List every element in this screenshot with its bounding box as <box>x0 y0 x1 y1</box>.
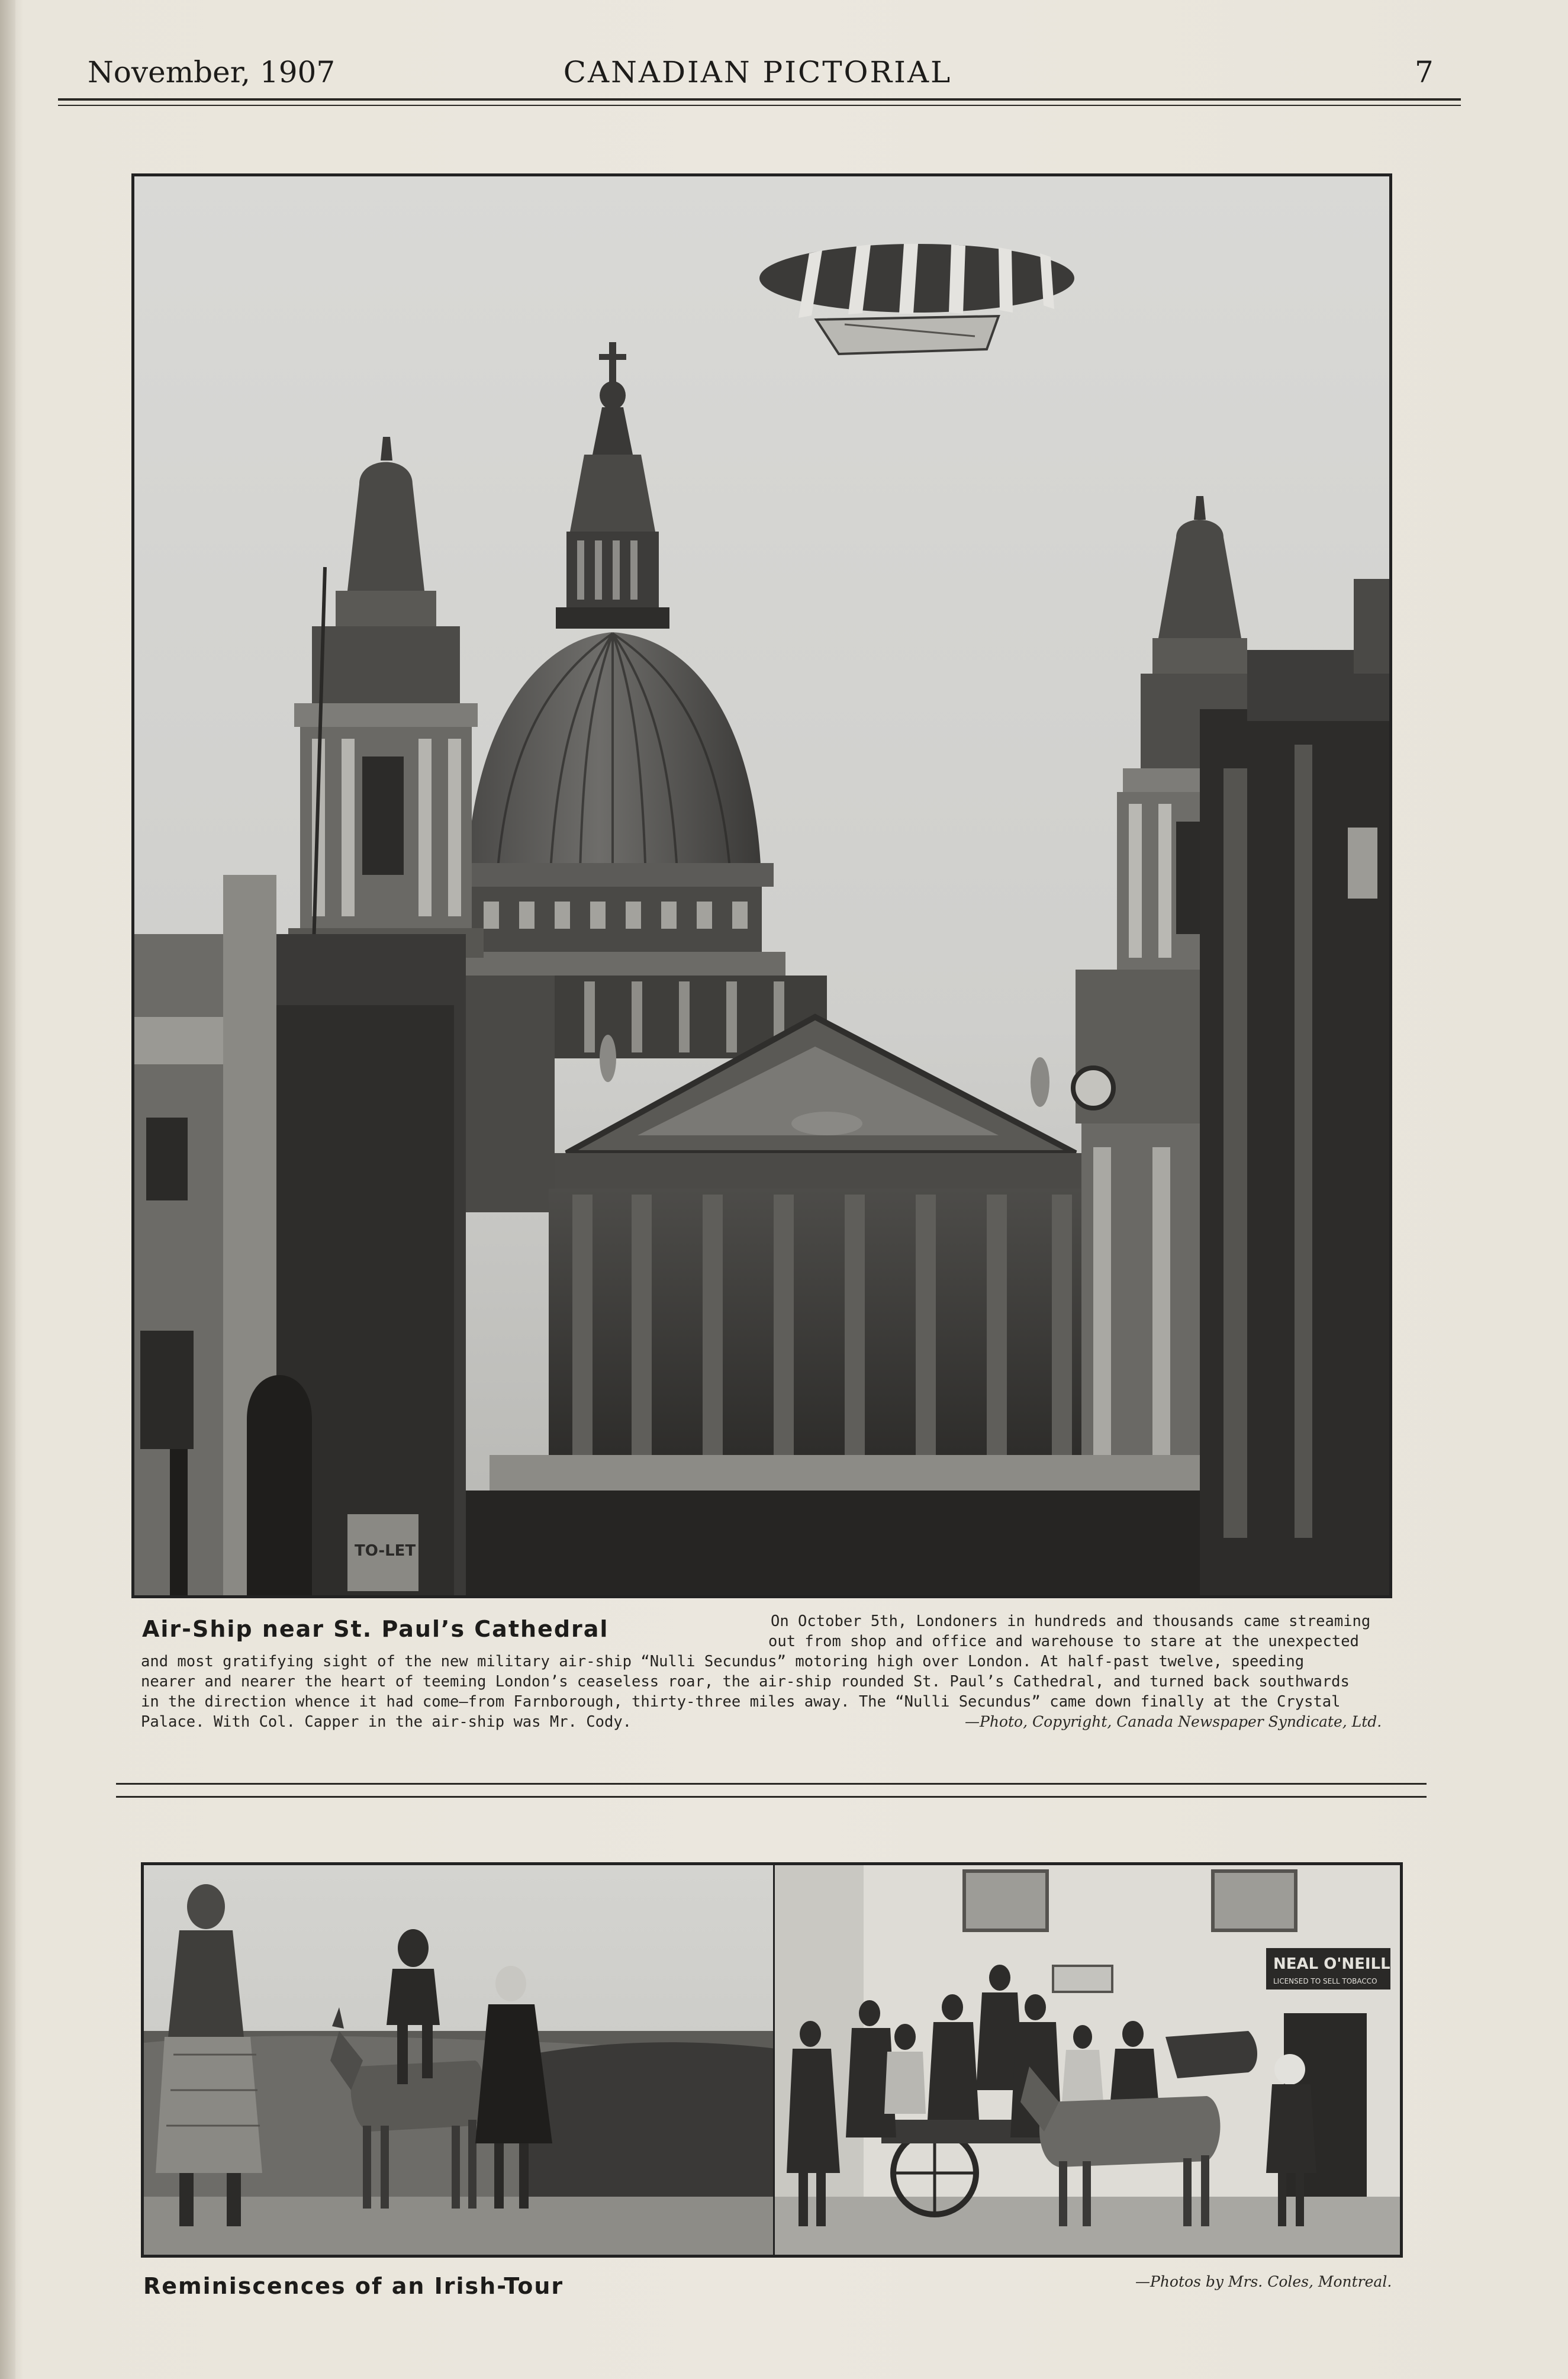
irish-tour-donkey-photo <box>141 1862 778 2258</box>
to-let-sign: TO-LET <box>355 1542 416 1560</box>
header-rule-top <box>58 98 1461 101</box>
neal-oneill-sign <box>1266 1948 1390 1990</box>
left-street-buildings <box>134 875 466 1595</box>
irish-tour-credit: —Photos by Mrs. Coles, Montreal. <box>1135 2273 1392 2290</box>
airship-caption-line-4: nearer and nearer the heart of teeming London’s ceaseless roar, the air-ship rounded St. Paul’s Cathedral, and turned back southwards <box>141 1673 1350 1691</box>
airship-caption-line-6: Palace. With Col. Capper in the air-ship was Mr. Cody. <box>141 1713 632 1731</box>
airship-caption-line-1: On October 5th, Londoners in hundreds and thousands came streaming <box>771 1612 1371 1630</box>
section-rule-bottom <box>116 1796 1427 1798</box>
irish-tour-title: Reminiscences of an Irish-Tour <box>143 2273 564 2299</box>
airship-caption-line-3: and most gratifying sight of the new military air-ship “Nulli Secundus” motoring high over London. At half-past twelve, speeding <box>141 1653 1305 1670</box>
horse <box>1165 2031 1257 2078</box>
airship-caption-line-2: out from shop and office and warehouse to stare at the unexpected <box>768 1633 1359 1650</box>
svg-text:NEAL O'NEILL: NEAL O'NEILL <box>1273 1955 1390 1973</box>
airship-cathedral-photo <box>131 173 1392 1598</box>
page-number: 7 <box>1415 55 1434 89</box>
svg-text:LICENSED TO SELL TOBACCO: LICENSED TO SELL TOBACCO <box>1273 1977 1377 1985</box>
header-rule-bottom <box>58 105 1461 106</box>
page-spine-shadow <box>0 0 15 2379</box>
airship-caption-line-5: in the direction whence it had come—from Farnborough, thirty-three miles away. The “Nulli Secundus” came down finally at the Crystal <box>141 1693 1341 1711</box>
right-street-buildings <box>1200 579 1389 1595</box>
issue-date: November, 1907 <box>88 55 336 89</box>
section-rule-top <box>116 1783 1427 1785</box>
irish-tour-village-photo <box>773 1862 1403 2258</box>
publication-title: CANADIAN PICTORIAL <box>563 55 952 89</box>
airship-photo-credit: —Photo, Copyright, Canada Newspaper Syndicate, Ltd. <box>965 1713 1382 1730</box>
airship-caption-title: Air-Ship near St. Paul’s Cathedral <box>142 1616 609 1642</box>
